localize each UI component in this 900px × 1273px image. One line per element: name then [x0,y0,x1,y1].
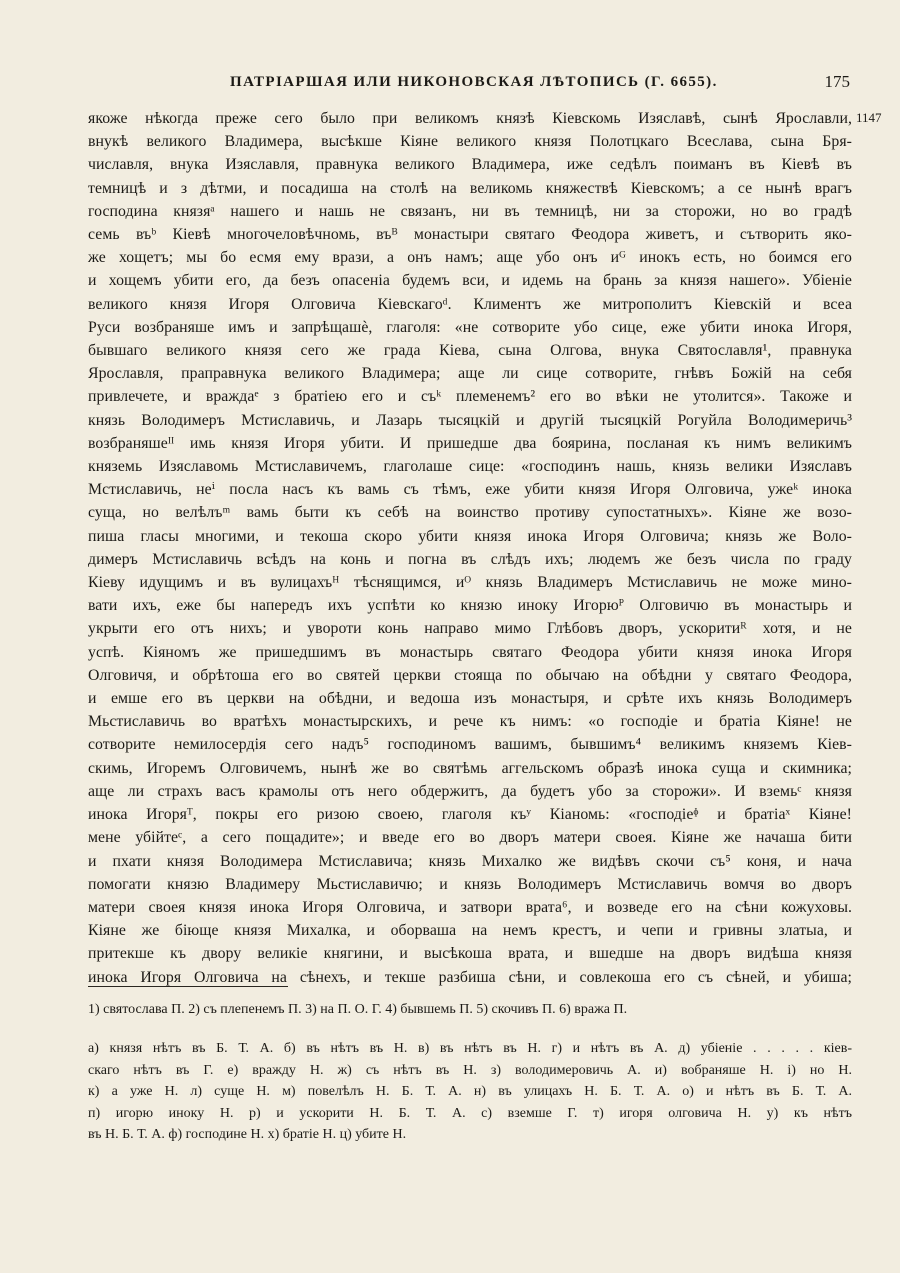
header-title: ПАТРІАРШАЯ ИЛИ НИКОНОВСКАЯ ЛѢТОПИСЬ (Г. 6655). [230,74,718,90]
letter-footnotes [88,1038,852,1146]
text-line: княземь Изяславомь Мстиславичемъ, глаголаше сице: «господинъ нашь, князь велики Изяславъ [88,458,852,476]
footnote-line: п) игорю иноку Н. р) и ускорити Н. Б. Т. А. с) вземше Г. т) игоря олговича Н. у) къ нѣтъ [88,1105,852,1121]
text-line: инока Игоря Олговича на сѣнехъ, и текше разбиша сѣни, и совлекоша его съ сѣней, и убиша; [88,968,852,986]
running-header [88,70,850,96]
text-line: димеръ Мстиславичь всѣдъ на конь и погна въ слѣдъ ихъ; людемъ же безъ числа по граду [88,550,852,568]
text-line: великого князя Игоря Олговича Кіевскагоᵈ. Климентъ же митрополитъ Кіевскій и всеа [88,295,852,313]
text-line: Ярославля, праправнука великого Владимера; аще ли сице сотворите, гнѣвъ Божій на себя [88,365,852,383]
text-line: матери своея князя инока Игоря Олговича, и затвори врата⁶, и возведе его на сѣни кожуховы. [88,898,852,916]
text-line: Мьстиславичь во вратѣхъ монастырскихъ, и рече къ нимъ: «о господіе и братіа Кіяне! не [88,713,852,731]
text-line: аще ли страхъ васъ крамолы отъ него обдержитъ, да будетъ убо за сторожи». И вземьᶜ князя [88,782,852,800]
text-line: вати ихъ, еже бы напередъ ихъ успѣти ко князю иноку Игорюᴾ Олговичю въ монастырь и [88,597,852,615]
text-line: Мстиславичь, неⁱ посла насъ къ вамь съ тѣмъ, еже убити князя Игоря Олговича, ужеᵏ инока [88,481,852,499]
text-line: сотворите немилосердія сего надъ⁵ господиномъ вашимъ, бывшимъ⁴ великимъ княземъ Кіев- [88,736,852,754]
footnote-rule [88,986,288,987]
numeric-footnotes: 1) святослава П. 2) съ плепенемъ П. 3) на П. О. Г. 4) бывшемь П. 5) скочивъ П. 6) вража П. [88,1002,628,1017]
text-line: укрыти его отъ нихъ; и увороти конь направо мимо Глѣбовъ дворъ, ускоритиᴿ хотя, и не [88,620,852,638]
text-line: инока Игоряᵀ, покры его ризою своею, глаголя къʸ Кіаномь: «господіеᶲ и братіаˣ Кіяне! [88,806,852,824]
body-text [88,107,852,989]
text-line: и емше его въ церкви на обѣдни, и ведоша изъ монастыря, и срѣте ихъ князь Володимеръ [88,690,852,708]
text-line: и хощемъ убити его, да безъ опасеніа будемъ вси, и идемь на брань за князя нашего». Убіеніе [88,272,852,290]
text-line: суща, но велѣлъᵐ вамь быти къ себѣ на воинство противу супостатныхъ». Кіяне же возо- [88,504,852,522]
text-line: притекше къ двору великіе княгини, и высѣкоша врата, и вшедше на дворъ видѣша князя [88,945,852,963]
footnote-line: скаго нѣтъ въ Г. е) вражду Н. ж) съ нѣтъ въ Н. з) володимеровичь А. и) вобраняше Н. і) но Н. [88,1062,852,1078]
text-line: помогати князю Владимеру Мьстиславичю; и князь Володимеръ Мстиславичь вомчя во дворъ [88,875,852,893]
text-line: мене убійтеᶜ, а сего пощадите»; и введе его во дворъ матери своея. Кіяне же начаша бити [88,829,852,847]
page-number: 175 [824,72,850,91]
text-line: привлечете, и враждаᵉ з братіею его и съᵏ племенемъ² его во вѣки не утолится». Такоже и [88,388,852,406]
text-line: пиша гласы многими, и текоша скоро убити князя инока Игоря Олговича; князь же Воло- [88,527,852,545]
text-line: князь Володимеръ Мстиславичь, и Лазарь тысяцкій и другій тысяцкій Рогуйла Володимеричь³ [88,411,852,429]
text-line: числавля, внука Изяславля, правнука великого Владимера, иже седѣлъ поиманъ въ Кіевѣ въ [88,156,852,174]
text-line: скимь, Игоремъ Олговичемъ, нынѣ же во святѣмь аггельскомъ образѣ инока суща и скимника; [88,759,852,777]
margin-year: 1147 [856,110,882,125]
text-line: Руси возбраняше имъ и запрѣщашѐ, глаголя: «не сотворите убо сице, еже убити инока Игоря, [88,318,852,336]
text-line: бывшаго великого князя сего же града Кіева, сына Олгова, внука Святославля¹, правнука [88,342,852,360]
text-line: и пхати князя Володимера Мстиславича; князь Михалко же видѣвъ скочи съ⁵ коня, и нача [88,852,852,870]
footnote-line: въ Н. Б. Т. А. ф) господине Н. х) братіе Н. ц) убите Н. [88,1127,407,1142]
text-line: внукѣ великого Владимера, высѣкше Кіяне великого князя Полотцкаго Всеслава, сына Бря- [88,133,852,151]
text-line: Олговичя, и обрѣтоша его во святей церкви стояща по обычаю на обѣдни у святаго Феодора, [88,666,852,684]
text-line: темницѣ и з дѣтми, и посадиша на столѣ на великомь княжествѣ Кіевскомъ; а се нынѣ врагъ [88,179,852,197]
footnote-line: а) князя нѣтъ въ Б. Т. А. б) въ нѣтъ въ Н. в) въ нѣтъ въ Н. г) и нѣтъ въ А. д) убіеніе . . . . . кіев- [88,1041,852,1056]
text-line: же хощетъ; мы бо есмя ему врази, а онъ намъ; аще убо онъ иᴳ инокъ есть, но боимся его [88,249,852,267]
text-line: Кіеву идущимъ и въ вулицахъᴴ тѣснящимся, иᴼ князь Владимеръ Мстиславичь не може мино- [88,574,852,592]
text-line: якоже нѣкогда преже сего было при великомъ князѣ Кіевскомь Изяславѣ, сынѣ Ярославли, [88,110,852,127]
text-line: Кіяне же біюще князя Михалка, и оборваша на немъ крестъ, и чепи и гривны златыа, и [88,922,852,940]
text-line: возбраняшеᴵᴵ имь князя Игоря убити. И пришедше два боярина, посланая къ нимъ великимъ [88,434,852,452]
footnote-line: к) а уже Н. л) суще Н. м) повелѣлъ Н. Б. Т. А. н) въ улицахъ Н. Б. Т. А. о) и нѣтъ въ Б. Т. А. [88,1084,852,1099]
text-line: семь въᵇ Кіевѣ многочеловѣчномь, въᴮ монастыри святаго Феодора живетъ, и сътворить яко- [88,226,852,244]
text-line: господина князяᵃ нашего и нашь не связанъ, ни въ темницѣ, ни за сторожи, но во градѣ [88,202,852,220]
text-line: успѣ. Кіяномъ же пришедшимъ въ монастырь святаго Феодора убити князя инока Игоря [88,643,852,661]
